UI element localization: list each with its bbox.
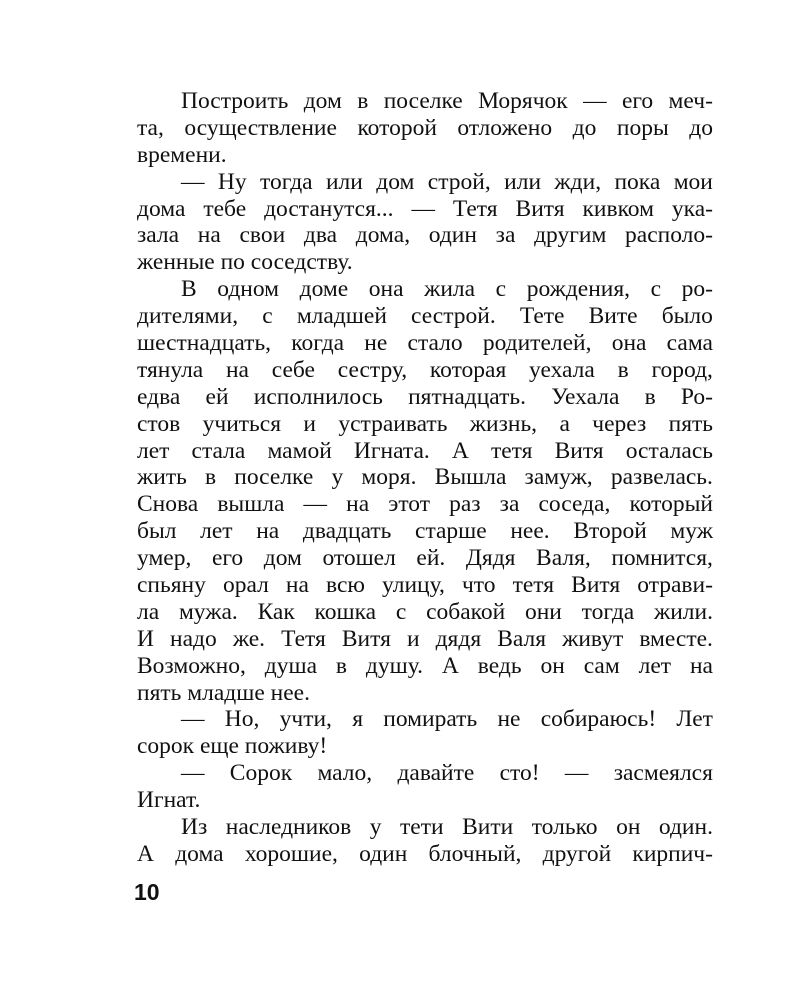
word: соседа, [538,491,611,518]
word: она [611,330,647,357]
word: один [359,840,408,867]
text-line [137,303,713,330]
word: сам [583,652,620,679]
text-line: пять младше нее. [137,679,310,706]
word: за [495,222,516,249]
word: который [629,491,713,518]
word: Витя [341,625,391,652]
word: Возможно, [137,652,246,679]
word: что [461,572,496,599]
word: устраивать [338,410,448,437]
word: Второй [573,518,647,545]
text-line [137,626,713,653]
word: меч- [668,88,713,114]
word: этот [388,491,431,518]
word: кирпич- [632,840,713,867]
text-line [137,653,713,680]
word: собираюсь! [540,706,657,733]
word: Морячок [478,88,568,114]
word: Валя [497,625,547,652]
word: пока [614,168,661,195]
word: в [357,88,369,114]
word: поселке [383,88,463,114]
word: в [204,464,217,491]
page-body-text [137,88,713,868]
word: — [411,195,435,222]
word: на [225,356,249,383]
text-line [137,438,713,465]
word: город, [651,356,713,383]
word: мало, [317,760,373,787]
word: его [211,545,244,572]
text-line: времени. [137,141,227,168]
word: стало [407,330,463,357]
word: один [428,222,477,249]
word: Тете [519,303,565,330]
word: в [644,383,656,410]
word: дом [303,88,342,114]
word: та, [137,114,164,141]
word: сестрой. [411,303,496,330]
word: жди, [554,168,602,195]
word: а [559,410,570,437]
word: на [346,491,370,518]
text-line [137,599,713,626]
word: уехала [529,356,595,383]
word: — [583,88,607,114]
word: ро- [681,276,713,303]
word: Витя [515,195,565,222]
word: И [137,625,154,652]
word: на [197,222,221,249]
word: Как [257,598,295,625]
word: собакой [426,598,506,625]
word: Построить [181,88,289,114]
word: дом [263,545,302,572]
word: на [256,518,280,545]
word: душу. [365,652,423,679]
word: осуществление [184,114,337,141]
word: Уехала [551,383,620,410]
word: дома, [355,222,411,249]
word: А [441,652,459,679]
word: достанутся... [264,195,394,222]
word: с [262,303,273,330]
page-number: 10 [134,879,160,905]
word: исполнилось [253,383,383,410]
word: лет [638,652,672,679]
word: нее. [510,518,550,545]
word: с [650,276,662,303]
word: одном [217,276,280,303]
word: тебе [203,195,247,222]
text-line [137,491,713,518]
text-line: сорок еще поживу! [137,733,328,760]
word: через [592,410,647,437]
word: свои [239,222,286,249]
word: шестнадцать, [137,330,272,357]
word: поры [616,114,669,141]
word: на [285,572,309,599]
word: Вити [462,814,514,841]
text-line [137,384,713,411]
word: родителей, [482,330,592,357]
word: замуж, [524,464,593,491]
word: мужа. [178,598,238,625]
word: надо [170,625,217,652]
word: Снова [137,491,199,518]
word: ведь [477,652,522,679]
word: осталась [625,437,713,464]
word: они [524,598,562,625]
word: поселке [234,464,314,491]
word: отложено [457,114,553,141]
word: не [497,706,521,733]
word: себе [271,356,315,383]
word: наследников [225,814,352,841]
word: давайте [397,760,475,787]
word: Сорок [229,760,293,787]
word: развелась. [610,464,713,491]
word: Лет [676,706,713,733]
text-line [137,276,713,303]
word: рождения, [526,276,631,303]
word: помирать [383,706,478,733]
text-line [137,572,713,599]
word: мои [673,168,713,195]
word: которая [429,356,507,383]
word: или [504,168,542,195]
word: сестру, [337,356,408,383]
word: отрави- [637,572,713,599]
word: младшей [296,303,387,330]
text-line [137,196,713,223]
word: два [303,222,338,249]
word: моря. [361,464,417,491]
word: лет [200,518,233,545]
word: с [395,598,407,625]
word: Валя, [536,545,591,572]
word: Но, [224,706,260,733]
word: дом [376,168,415,195]
word: и [303,410,316,437]
word: — [303,491,328,518]
word: Дядя [465,545,516,572]
word: пять [668,410,713,437]
word: вышла [217,491,285,518]
word: тетя [490,437,533,464]
word: засмеялся [613,760,713,787]
text-line [137,169,713,196]
word: стов [137,410,181,437]
word: муж [670,518,713,545]
word: Из [181,814,208,841]
text-line: Игнат. [137,787,201,814]
word: Вышла [434,464,507,491]
word: сама [666,330,713,357]
word: блочный, [428,840,522,867]
word: зала [137,222,180,249]
word: хорошие, [244,840,338,867]
word: В [181,276,197,303]
word: — [564,760,589,787]
word: с [495,276,507,303]
word: он [540,652,565,679]
word: она [368,276,404,303]
word: стала [191,437,246,464]
word: жизнь, [469,410,538,437]
text-line [137,760,713,787]
word: которой [357,114,437,141]
text-line [137,357,713,384]
text-line [137,518,713,545]
word: улицу, [382,572,445,599]
word: у [369,814,382,841]
word: он [616,814,641,841]
word: в [335,652,348,679]
word: А [137,840,154,867]
word: Ну [217,168,247,195]
word: Тетя [281,625,326,652]
word: вместе. [639,625,713,652]
word: пятнадцать. [408,383,526,410]
word: душа [264,652,317,679]
word: же. [232,625,266,652]
word: за [499,491,520,518]
word: только [531,814,598,841]
text-line [137,88,713,115]
text-line [137,222,713,249]
word: тогда [581,598,635,625]
word: дителями, [137,303,239,330]
word: один. [658,814,713,841]
word: в [617,356,629,383]
word: и [406,625,420,652]
word: отошел [322,545,396,572]
word: тети [400,814,444,841]
text-line [137,115,713,142]
word: орал [222,572,269,599]
word: сто! [499,760,540,787]
word: кошка [314,598,377,625]
word: располо- [625,222,713,249]
word: Игната. [353,437,430,464]
word: тетя [512,572,555,599]
text-line [137,814,713,841]
text-line [137,330,713,357]
text-line [137,706,713,733]
word: дома [137,195,186,222]
word: жить [137,464,187,491]
word: едва [137,383,181,410]
word: умер, [137,545,192,572]
word: был [137,518,177,545]
word: у [331,464,344,491]
word: тогда [260,168,313,195]
text-line: женные по соседству. [137,249,353,276]
word: спьяну [137,572,206,599]
word: кивком [582,195,654,222]
word: строй, [427,168,491,195]
word: — [181,760,205,787]
text-line [137,464,713,491]
word: — [181,168,205,195]
word: А [451,437,469,464]
word: Тетя [452,195,498,222]
word: жили. [653,598,713,625]
word: Витя [571,572,621,599]
word: не [364,330,388,357]
text-line [137,411,713,438]
word: помнится, [611,545,713,572]
word: учти, [279,706,332,733]
word: живут [562,625,624,652]
word: когда [291,330,345,357]
word: двадцать [302,518,392,545]
word: или [325,168,363,195]
word: другим [534,222,607,249]
word: его [621,88,654,114]
word: — [181,706,205,733]
word: Вите [588,303,638,330]
word: до [689,114,713,141]
word: дома [175,840,224,867]
word: ла [137,598,160,625]
word: ука- [671,195,713,222]
word: ей [205,383,229,410]
word: лет [137,437,170,464]
word: доме [299,276,349,303]
word: до [572,114,597,141]
text-line [137,841,713,868]
word: другой [542,840,612,867]
word: тянула [137,356,204,383]
word: мамой [267,437,332,464]
word: дядя [435,625,482,652]
word: на [689,652,713,679]
word: жила [424,276,476,303]
word: я [352,706,364,733]
word: Витя [554,437,604,464]
word: учиться [202,410,281,437]
word: ей. [416,545,446,572]
word: было [661,303,713,330]
word: старше [415,518,487,545]
text-line [137,545,713,572]
word: раз [449,491,481,518]
word: всю [325,572,365,599]
word: Ро- [680,383,713,410]
